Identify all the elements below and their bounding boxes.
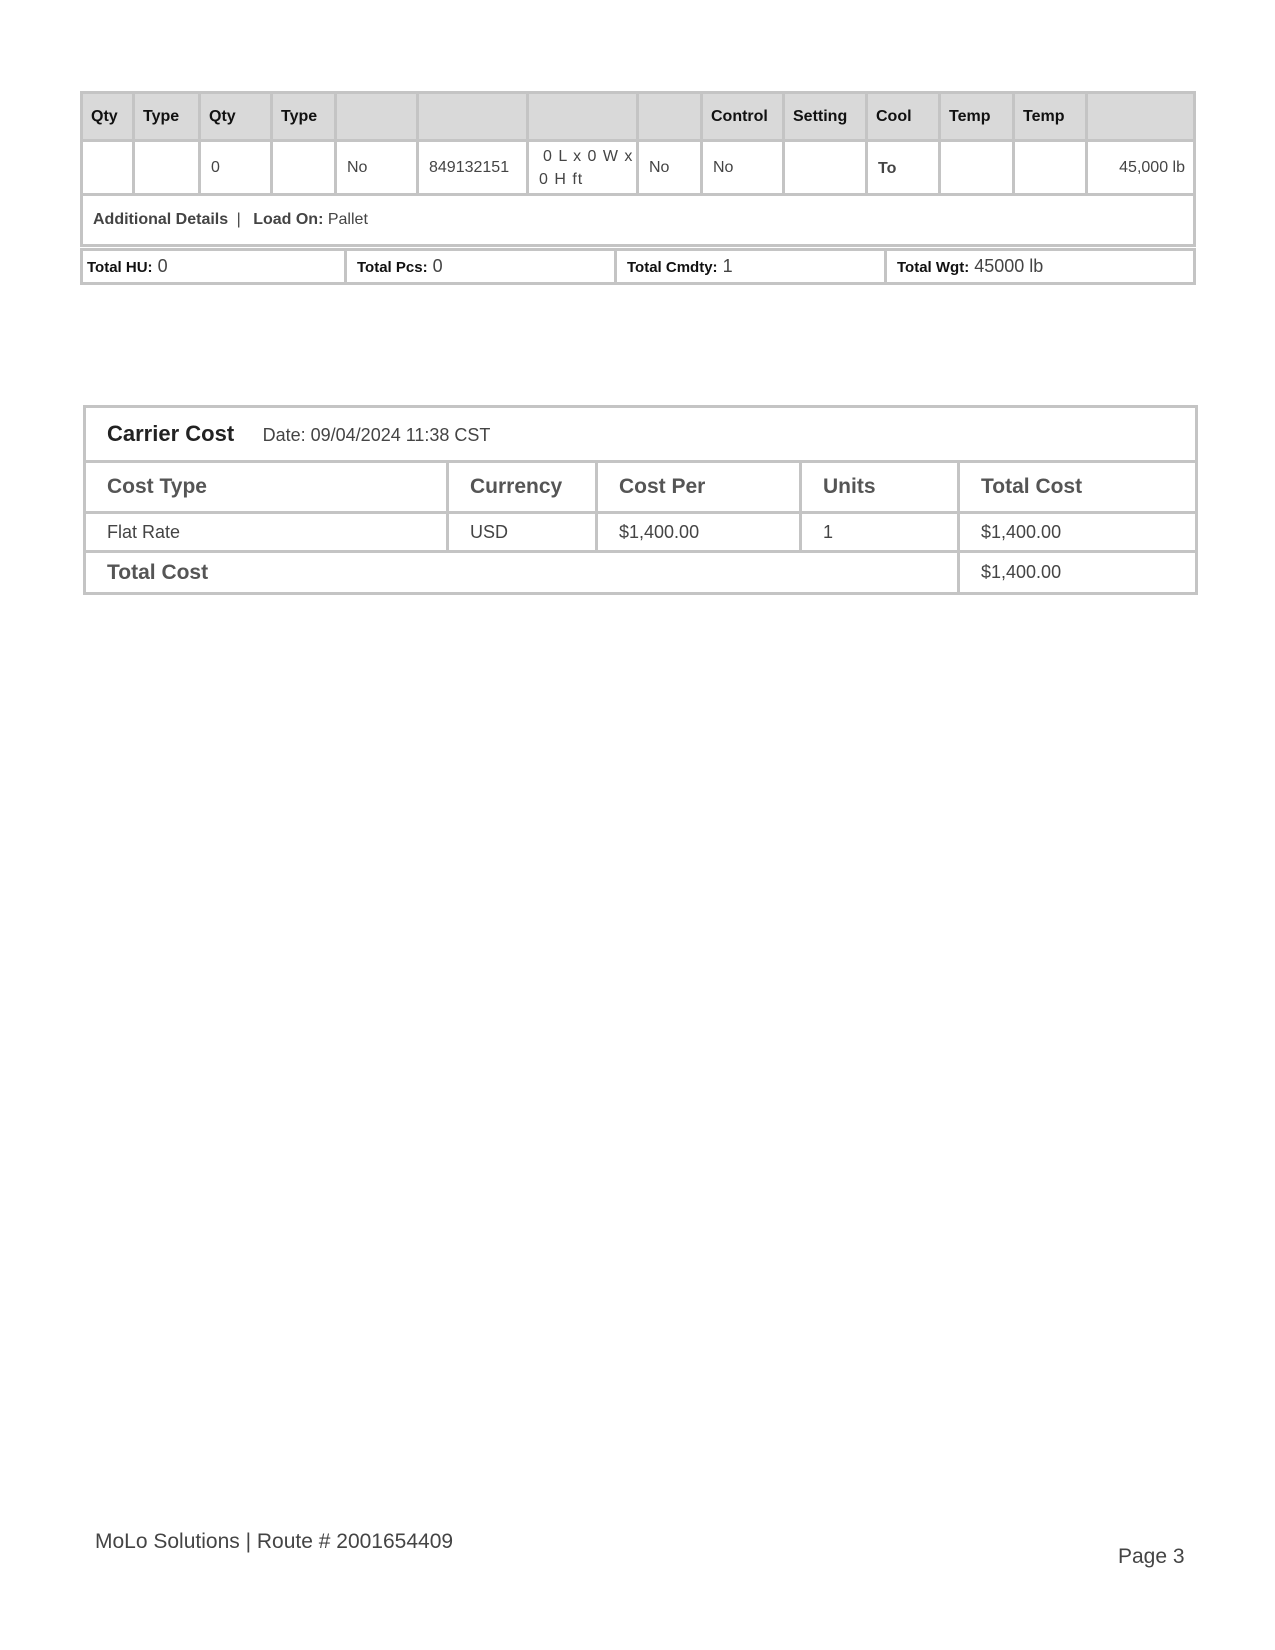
total-pcs-label: Total Pcs: xyxy=(357,259,428,276)
load-on-label: Load On: xyxy=(253,211,324,228)
total-wgt-label: Total Wgt: xyxy=(897,259,970,276)
carrier-cost-title-row xyxy=(85,407,1197,462)
header-type: Type xyxy=(134,93,200,141)
commodity-table xyxy=(80,91,1196,247)
total-pcs xyxy=(346,250,616,284)
carrier-cost-title-cell xyxy=(85,407,1197,462)
header-blank-5 xyxy=(336,93,418,141)
total-wgt-value: 45000 lb xyxy=(974,256,1044,276)
dims-line-1: 0 L x 0 W x xyxy=(543,147,634,165)
total-cmdty xyxy=(616,250,886,284)
cell-c2 xyxy=(134,141,200,195)
cell-temp-1 xyxy=(940,141,1014,195)
total-cost-label: Total Cost xyxy=(85,552,959,594)
total-wgt xyxy=(886,250,1195,284)
carrier-cost-header-row xyxy=(85,462,1197,513)
total-hu xyxy=(82,250,346,284)
cell-number: 849132151 xyxy=(418,141,528,195)
cell-dimensions xyxy=(528,141,638,195)
cell-setting xyxy=(784,141,867,195)
total-hu-label: Total HU: xyxy=(87,259,153,276)
header-blank-7 xyxy=(528,93,638,141)
carrier-cost-table xyxy=(83,405,1198,595)
header-qty: Qty xyxy=(82,93,134,141)
load-on-value: Pallet xyxy=(327,211,368,228)
total-hu-value: 0 xyxy=(157,256,168,276)
additional-details-cell xyxy=(82,195,1195,246)
cell-c4 xyxy=(272,141,336,195)
cell-c1 xyxy=(82,141,134,195)
additional-details-row xyxy=(82,195,1195,246)
totals-row xyxy=(82,250,1195,284)
dims-line-2: 0 H ft xyxy=(539,170,584,188)
page-number: Page 3 xyxy=(1118,1545,1185,1568)
header-total-cost: Total Cost xyxy=(959,462,1197,513)
header-blank-8 xyxy=(638,93,702,141)
total-cost-value: $1,400.00 xyxy=(959,552,1197,594)
header-temp: Temp xyxy=(940,93,1014,141)
header-cool: Cool xyxy=(867,93,940,141)
footer-route: MoLo Solutions | Route # 2001654409 xyxy=(95,1530,454,1553)
cell-cost-type: Flat Rate xyxy=(85,513,448,552)
header-qty-2: Qty xyxy=(200,93,272,141)
header-blank-6 xyxy=(418,93,528,141)
header-cost-type: Cost Type xyxy=(85,462,448,513)
cell-units: 1 xyxy=(801,513,959,552)
header-control: Control xyxy=(702,93,784,141)
header-currency: Currency xyxy=(448,462,597,513)
commodity-row xyxy=(82,141,1195,195)
cell-total-cost: $1,400.00 xyxy=(959,513,1197,552)
header-temp-2: Temp xyxy=(1014,93,1087,141)
details-separator: | xyxy=(236,211,241,228)
cell-weight: 45,000 lb xyxy=(1087,141,1195,195)
carrier-cost-title: Carrier Cost xyxy=(107,421,235,446)
carrier-cost-total-row xyxy=(85,552,1197,594)
header-type-2: Type xyxy=(272,93,336,141)
header-blank-14 xyxy=(1087,93,1195,141)
total-cmdty-label: Total Cmdty: xyxy=(627,259,718,276)
cell-cost-per: $1,400.00 xyxy=(597,513,801,552)
total-pcs-value: 0 xyxy=(432,256,443,276)
additional-details-label: Additional Details xyxy=(93,211,229,228)
header-setting: Setting xyxy=(784,93,867,141)
cell-temp-2 xyxy=(1014,141,1087,195)
header-units: Units xyxy=(801,462,959,513)
cell-control: No xyxy=(702,141,784,195)
total-cmdty-value: 1 xyxy=(722,256,733,276)
cell-hazmat: No xyxy=(336,141,418,195)
carrier-cost-date: Date: 09/04/2024 11:38 CST xyxy=(262,425,491,445)
header-cost-per: Cost Per xyxy=(597,462,801,513)
totals-table xyxy=(80,248,1196,285)
table-row xyxy=(85,513,1197,552)
cell-cool-to: To xyxy=(867,141,940,195)
cell-qty: 0 xyxy=(200,141,272,195)
commodity-header-row xyxy=(82,93,1195,141)
cell-currency: USD xyxy=(448,513,597,552)
cell-stackable: No xyxy=(638,141,702,195)
